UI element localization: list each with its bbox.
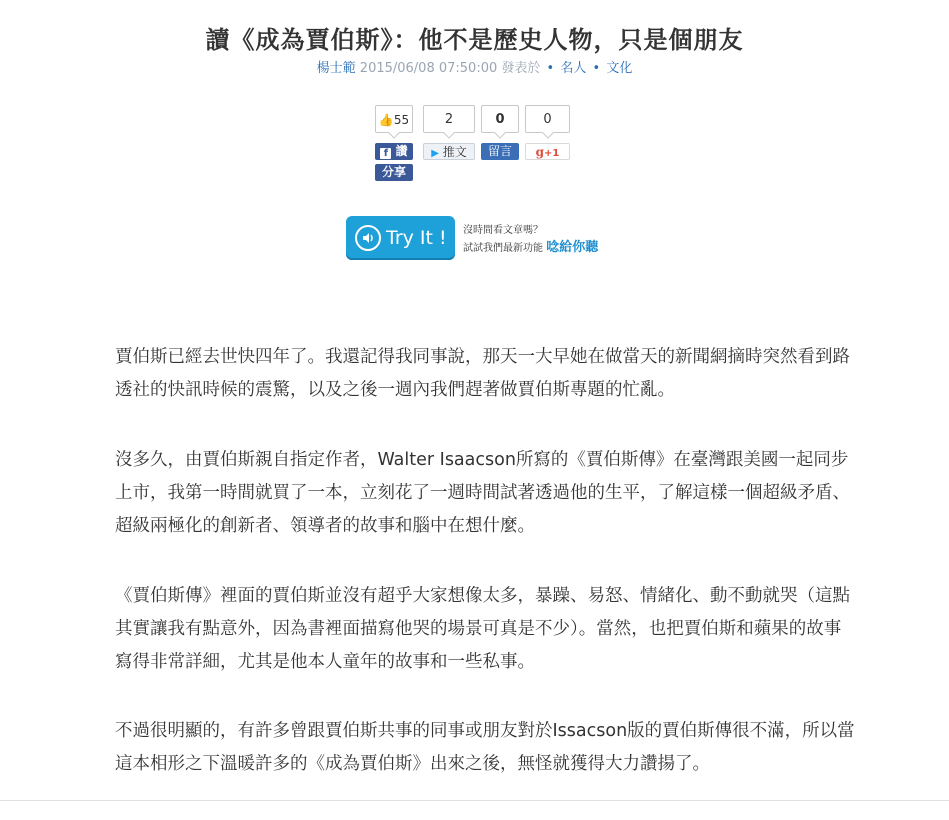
facebook-icon: f <box>380 148 391 159</box>
article-paragraph: 賈伯斯已經去世快四年了。我還記得我同事說，那天一大早她在做當天的新聞網摘時突然看到路透社的快訊時候的震驚，以及之後一週內我們趕著做賈伯斯專題的忙亂。 <box>115 347 850 400</box>
article-paragraph: 《賈伯斯傳》裡面的賈伯斯並沒有超乎大家想像太多，暴躁、易怒、情緒化、動不動就哭（這點其實讓我有點意外，因為書裡面描寫他哭的場景可真是不少）。當然，也把賈伯斯和蘋果的故事寫得非常詳細，尤其是他本人童年的故事和一些私事。 <box>115 586 850 672</box>
category-bullet-icon: • <box>546 61 555 76</box>
author-link[interactable]: 楊士範 <box>316 61 356 76</box>
posted-in-label: 發表於 <box>501 61 541 76</box>
category-link-1[interactable]: 文化 <box>606 61 633 76</box>
article-paragraph: 不過很明顯的，有許多曾跟賈伯斯共事的同事或朋友對於Issacson版的賈伯斯傳很不滿，所以當這本相形之下溫暖許多的《成為賈伯斯》出來之後，無怪就獲得大力讚揚了。 <box>115 721 855 774</box>
category-link-0[interactable]: 名人 <box>560 61 587 76</box>
content-divider <box>0 800 949 801</box>
comment-button[interactable]: 留言 <box>481 143 519 160</box>
speaker-icon <box>355 225 381 251</box>
tts-try-button[interactable] <box>346 216 455 260</box>
tts-feature-link[interactable]: 唸給你聽 <box>546 240 599 255</box>
twitter-bird-icon: ▶ <box>431 148 439 159</box>
article-title: 讀《成為賈伯斯》：他不是歷史人物，只是個朋友 <box>205 26 744 54</box>
tts-promo <box>463 222 598 257</box>
tts-promo-line1: 沒時間看文章嗎？ <box>463 225 543 236</box>
tts-promo-line2: 試試我們最新功能 唸給你聽 <box>463 240 599 255</box>
category-bullet-icon: • <box>592 61 601 76</box>
twitter-count: 2 <box>423 105 475 133</box>
thumbs-up-icon: 👍 <box>378 113 394 127</box>
gplus-button[interactable]: g+1 <box>525 143 570 160</box>
tweet-button[interactable]: ▶ 推文 <box>423 143 475 160</box>
post-datetime: 2015/06/08 07:50:00 <box>359 61 498 76</box>
facebook-share-button[interactable]: 分享 <box>375 164 413 181</box>
comment-count: 0 <box>481 105 519 133</box>
facebook-like-button[interactable]: f 讚 <box>375 143 413 160</box>
tts-button-label: Try It ! <box>386 227 447 249</box>
article-meta <box>0 57 949 76</box>
gplus-count: 0 <box>525 105 570 133</box>
article-paragraph: 沒多久，由賈伯斯親自指定作者，Walter Isaacson所寫的《賈伯斯傳》在臺灣跟美國一起同步上市，我第一時間就買了一本，立刻花了一週時間試著透過他的生平，了解這樣一個超級矛盾、超級兩極化的創新者、領導者的故事和腦中在想什麼。 <box>115 450 850 536</box>
gplus-icon: g <box>535 145 545 159</box>
facebook-like-count: 👍55 <box>375 105 413 133</box>
